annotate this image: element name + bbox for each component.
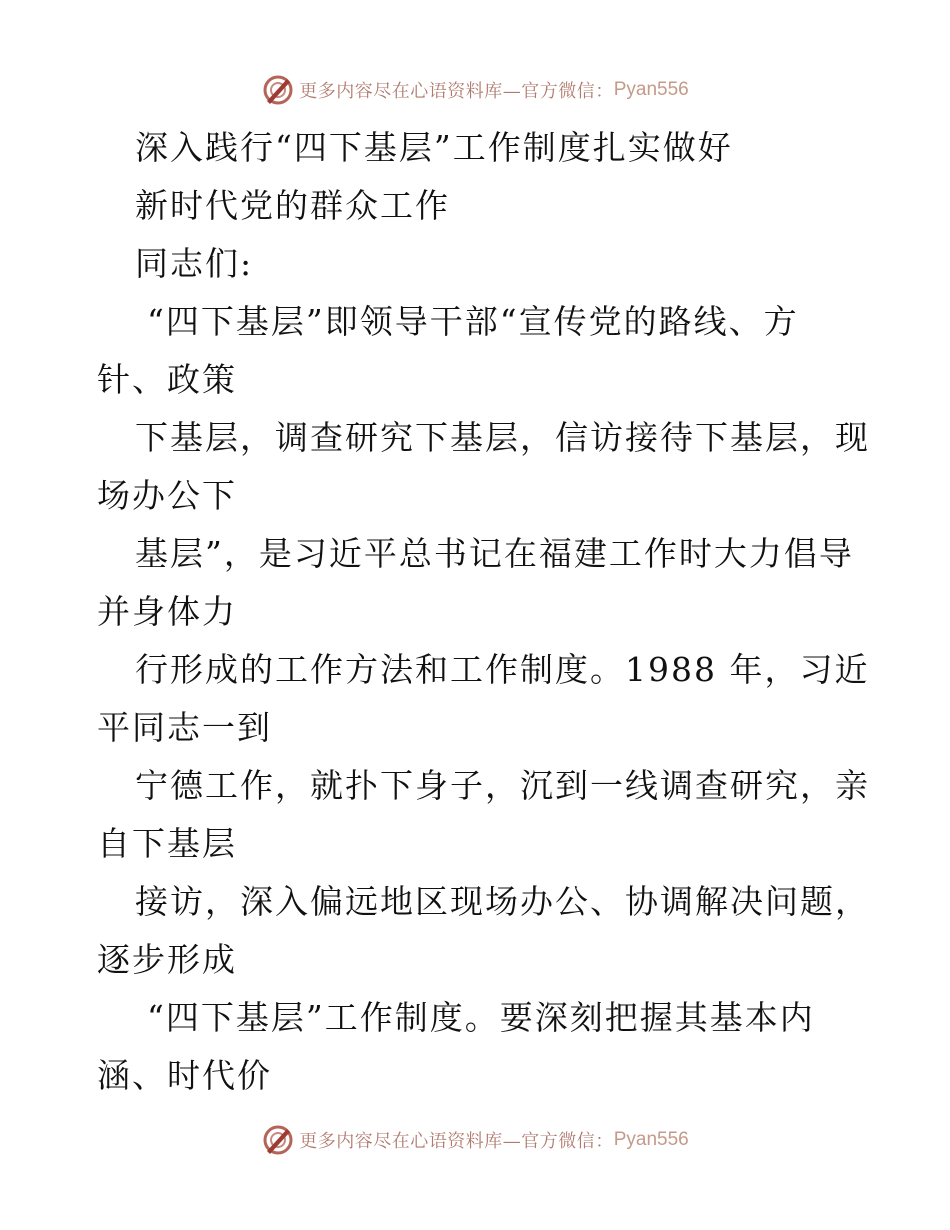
- body-line: 宁德工作，就扑下身子，沉到一线调查研究，亲: [135, 766, 870, 805]
- body-line: 下基层，调查研究下基层，信访接待下基层，现: [135, 418, 870, 457]
- body-line: 涵、时代价: [97, 1056, 272, 1095]
- body-line: “四下基层”工作制度。要深刻把握其基本内: [147, 998, 815, 1037]
- banner-wechat-id: Pyan556: [613, 1129, 689, 1150]
- salutation: 同志们:: [135, 244, 254, 283]
- document-title-line-2: 新时代党的群众工作: [135, 186, 450, 225]
- document-body: [97, 124, 870, 1110]
- pen-logo-icon: [261, 73, 295, 107]
- body-line: 行形成的工作方法和工作制度。1988 年，习近: [135, 650, 870, 689]
- body-line: 自下基层: [97, 824, 237, 863]
- pen-logo-icon: [261, 1123, 295, 1157]
- body-line: 平同志一到: [97, 708, 272, 747]
- body-line: 针、政策: [97, 360, 237, 399]
- banner-text: 更多内容尽在心语资料库—官方微信：: [299, 81, 614, 102]
- body-line: 接访，深入偏远地区现场办公、协调解决问题，: [135, 882, 870, 921]
- body-line: 场办公下: [97, 476, 237, 515]
- body-line: “四下基层”即领导干部“宣传党的路线、方: [147, 302, 799, 341]
- document-title-line-1: 深入践行“四下基层”工作制度扎实做好: [135, 128, 733, 167]
- footer-watermark-banner: [0, 1120, 950, 1160]
- banner-wechat-id: Pyan556: [613, 79, 689, 100]
- body-line: 基层”，是习近平总书记在福建工作时大力倡导: [135, 534, 854, 573]
- body-line: 并身体力: [97, 592, 237, 631]
- banner-text: 更多内容尽在心语资料库—官方微信：: [299, 1131, 614, 1152]
- body-line: 逐步形成: [97, 940, 237, 979]
- header-watermark-banner: [0, 70, 950, 110]
